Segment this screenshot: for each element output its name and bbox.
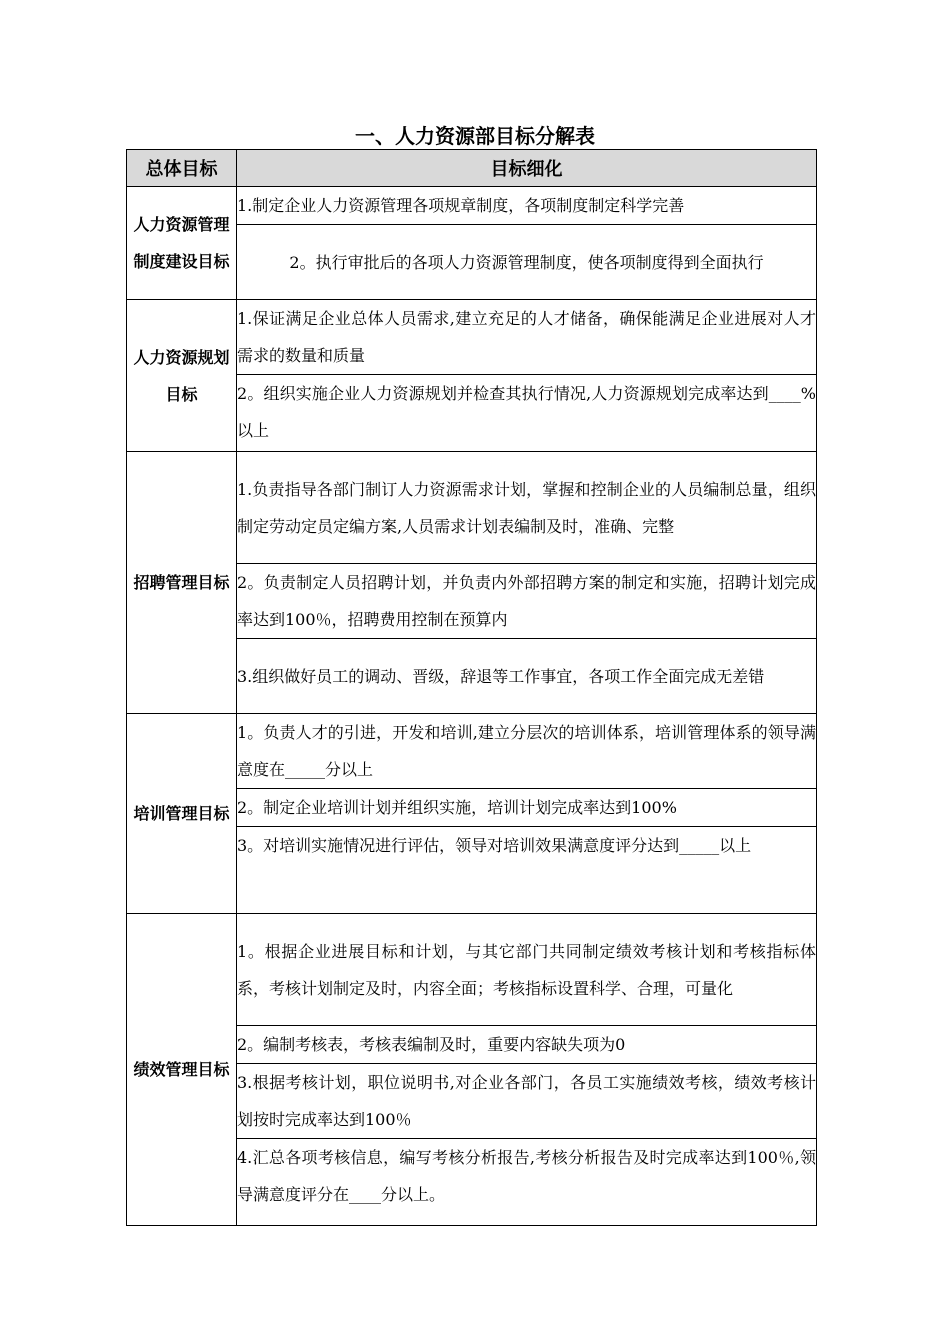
goal-cell-system: 人力资源管理制度建设目标 [127,187,237,300]
detail-cell: 1。负责人才的引进，开发和培训,建立分层次的培训体系，培训管理体系的领导满意度在_____分以上 [237,714,817,789]
table-row [127,300,817,375]
table-row [127,187,817,225]
detail-cell: 2。执行审批后的各项人力资源管理制度，使各项制度得到全面执行 [237,225,817,300]
goal-cell-recruitment: 招聘管理目标 [127,452,237,714]
detail-cell: 2。编制考核表，考核表编制及时，重要内容缺失项为0 [237,1026,817,1064]
table-row [127,714,817,789]
detail-cell: 1。根据企业进展目标和计划，与其它部门共同制定绩效考核计划和考核指标体系，考核计划制定及时，内容全面；考核指标设置科学、合理，可量化 [237,914,817,1026]
detail-cell: 1.负责指导各部门制订人力资源需求计划，掌握和控制企业的人员编制总量，组织制定劳动定员定编方案,人员需求计划表编制及时，准确、完整 [237,452,817,564]
goal-cell-training: 培训管理目标 [127,714,237,914]
detail-cell: 4.汇总各项考核信息，编写考核分析报告,考核分析报告及时完成率达到100％,领导满意度评分在____分以上。 [237,1139,817,1226]
goal-cell-planning: 人力资源规划目标 [127,300,237,452]
detail-cell: 2。组织实施企业人力资源规划并检查其执行情况,人力资源规划完成率达到____%以上 [237,375,817,452]
table-row [127,914,817,1026]
detail-cell: 2。制定企业培训计划并组织实施，培训计划完成率达到100% [237,789,817,827]
detail-cell: 3.组织做好员工的调动、晋级，辞退等工作事宜，各项工作全面完成无差错 [237,639,817,714]
detail-cell: 2。负责制定人员招聘计划，并负责内外部招聘方案的制定和实施，招聘计划完成率达到100％，招聘费用控制在预算内 [237,564,817,639]
header-goal-detail: 目标细化 [237,150,817,187]
goal-breakdown-table [126,149,817,1226]
page-title: 一、人力资源部目标分解表 [355,124,595,148]
detail-cell: 1.保证满足企业总体人员需求,建立充足的人才储备，确保能满足企业进展对人才需求的数量和质量 [237,300,817,375]
detail-cell: 1.制定企业人力资源管理各项规章制度，各项制度制定科学完善 [237,187,817,225]
detail-cell: 3.根据考核计划，职位说明书,对企业各部门，各员工实施绩效考核，绩效考核计划按时完成率达到100％ [237,1064,817,1139]
table-header-row [127,150,817,187]
detail-cell: 3。对培训实施情况进行评估，领导对培训效果满意度评分达到_____以上 [237,827,817,914]
header-overall-goal: 总体目标 [127,150,237,187]
goal-cell-performance: 绩效管理目标 [127,914,237,1226]
table-row [127,452,817,564]
